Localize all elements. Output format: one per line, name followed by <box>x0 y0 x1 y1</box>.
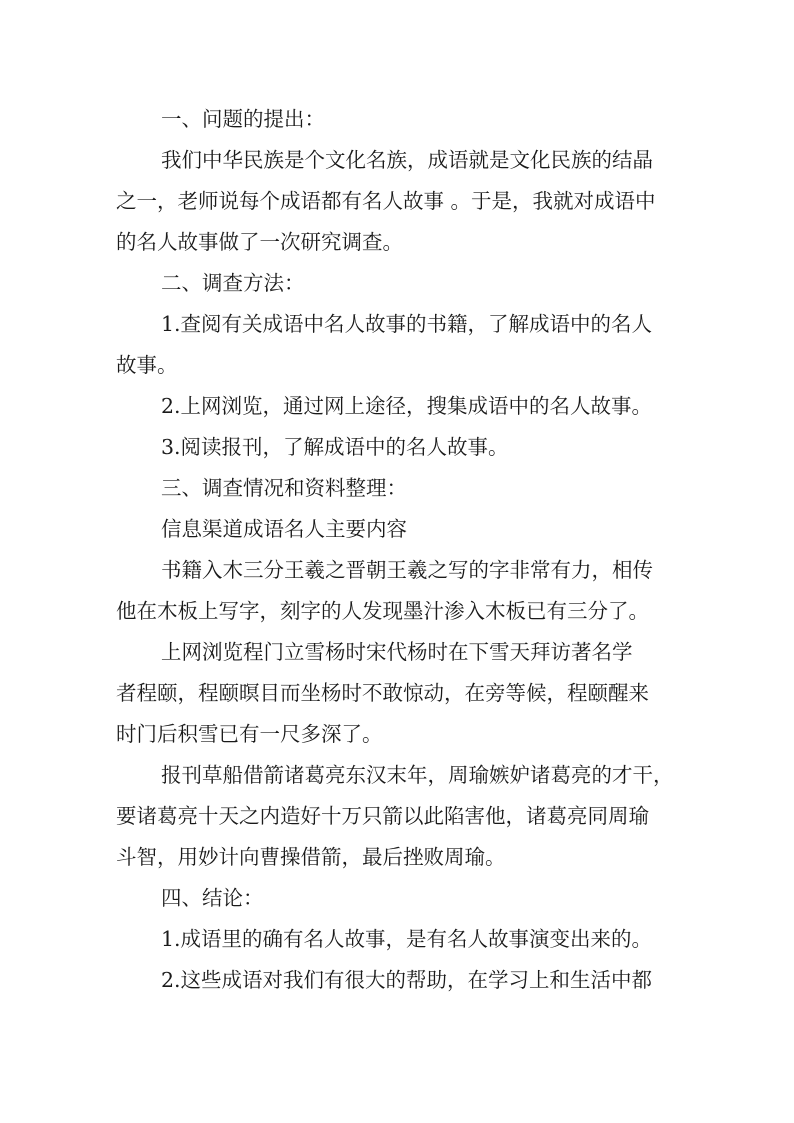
heading-findings: 三、调查情况和资料整理： <box>161 476 407 500</box>
record-line: 上网浏览程门立雪杨时宋代杨时在下雪天拜访著名学 <box>161 640 633 664</box>
table-header-line: 信息渠道成语名人主要内容 <box>161 517 407 541</box>
record-line: 要诸葛亮十天之内造好十万只箭以此陷害他，诸葛亮同周瑜 <box>116 804 649 828</box>
document-body <box>116 99 686 1001</box>
list-item-line: 2.上网浏览，通过网上途径，搜集成语中的名人故事。 <box>161 394 653 418</box>
record-line: 时门后积雪已有一尺多深了。 <box>116 722 383 746</box>
list-item-line: 故事。 <box>116 353 178 377</box>
heading-problem: 一、问题的提出： <box>161 107 325 131</box>
record-line: 报刊草船借箭诸葛亮东汉末年，周瑜嫉妒诸葛亮的才干， <box>161 763 674 787</box>
record-line: 书籍入木三分王羲之晋朝王羲之写的字非常有力，相传 <box>161 558 653 582</box>
record-line: 斗智，用妙计向曹操借箭，最后挫败周瑜。 <box>116 845 506 869</box>
paragraph-line: 的名人故事做了一次研究调查。 <box>116 230 403 254</box>
list-item-line: 1.成语里的确有名人故事，是有名人故事演变出来的。 <box>161 927 653 951</box>
record-line: 者程颐，程颐暝目而坐杨时不敢惊动，在旁等候，程颐醒来 <box>116 681 649 705</box>
paragraph-line: 之一，老师说每个成语都有名人故事 。于是，我就对成语中 <box>116 189 656 213</box>
list-item-line: 3.阅读报刊，了解成语中的名人故事。 <box>161 435 509 459</box>
heading-method: 二、调查方法： <box>161 271 305 295</box>
paragraph-line: 我们中华民族是个文化名族，成语就是文化民族的结晶 <box>161 148 653 172</box>
list-item-line: 2.这些成语对我们有很大的帮助，在学习上和生活中都 <box>161 968 653 992</box>
heading-conclusion: 四、结论： <box>161 886 264 910</box>
list-item-line: 1.查阅有关成语中名人故事的书籍，了解成语中的名人 <box>161 312 653 336</box>
record-line: 他在木板上写字，刻字的人发现墨汁渗入木板已有三分了。 <box>116 599 649 623</box>
